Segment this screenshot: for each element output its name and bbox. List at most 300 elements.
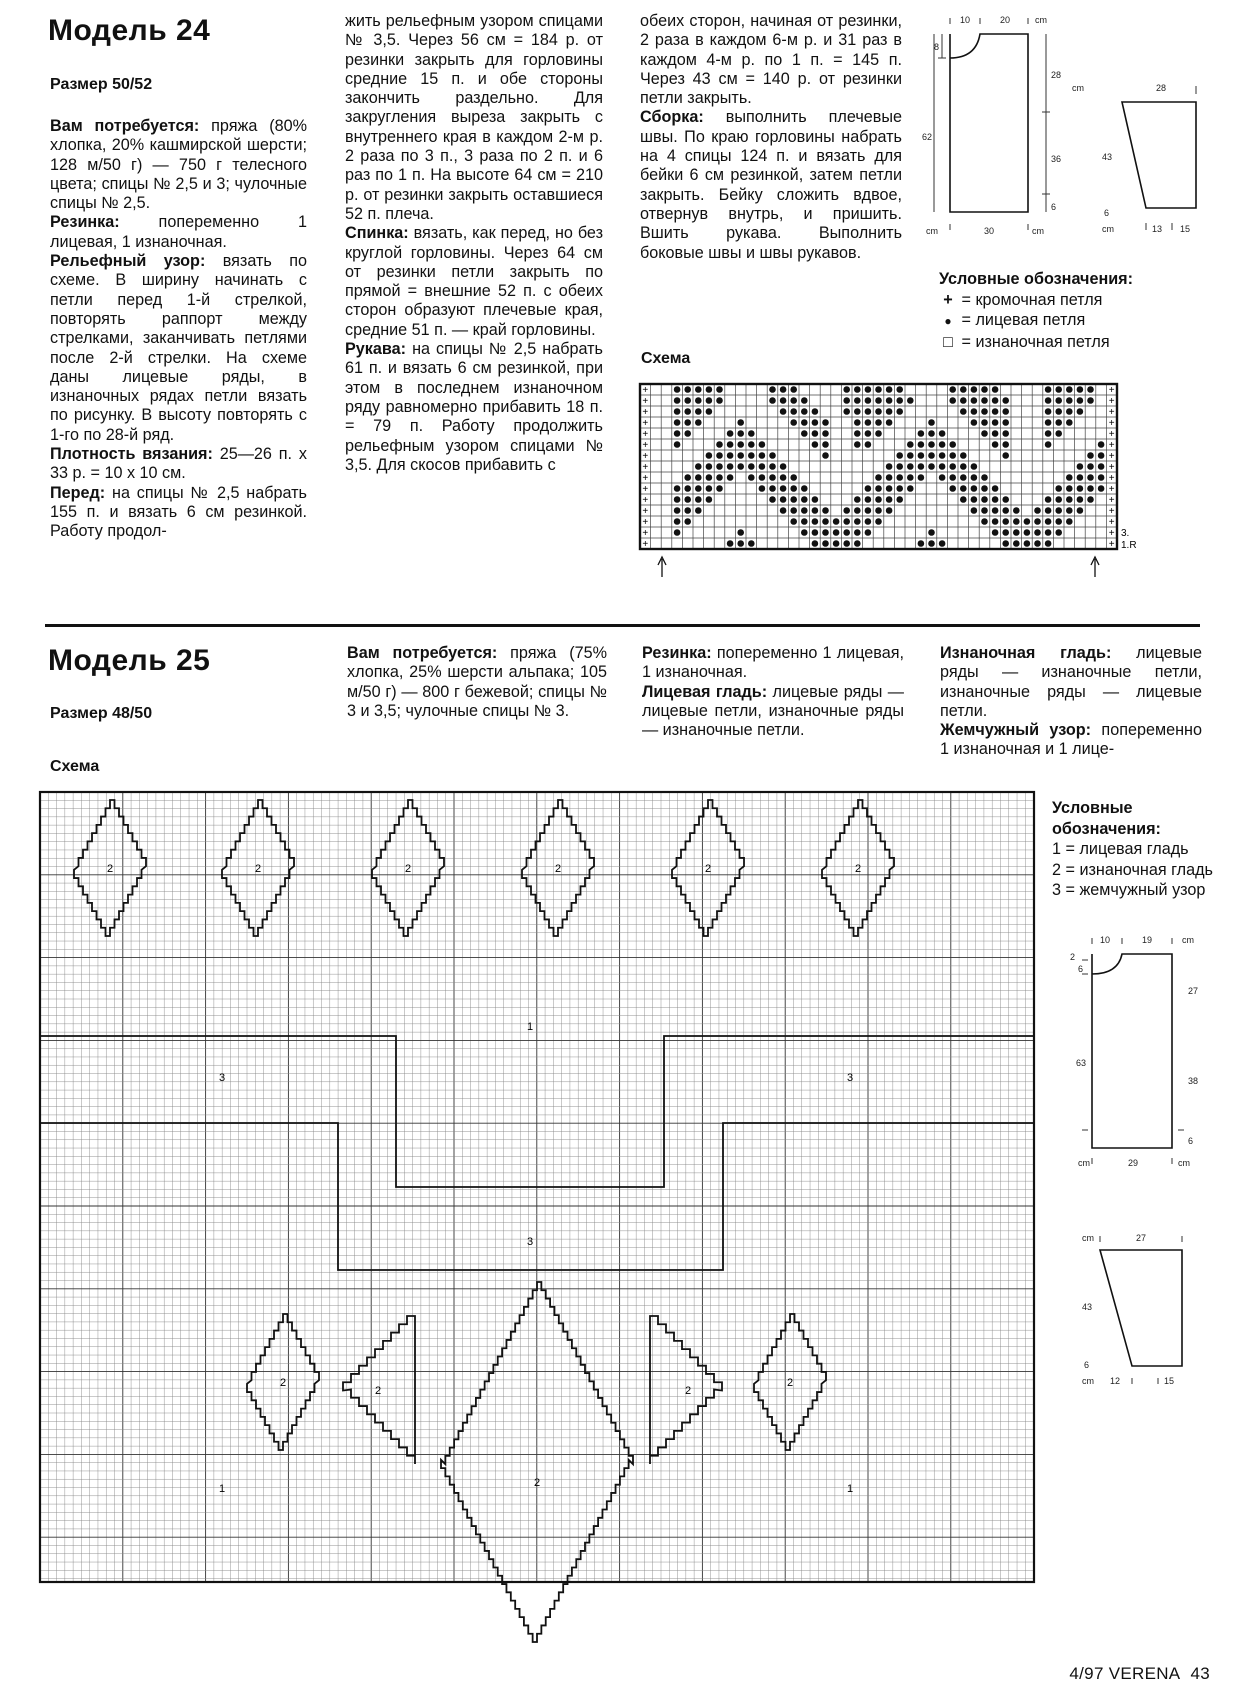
paragraph xyxy=(940,644,1202,721)
edge-stitch-mark: + xyxy=(1108,528,1115,539)
knit-stitch-dot xyxy=(812,419,819,426)
legend-item: 1 = лицевая гладь xyxy=(1052,840,1189,858)
knit-stitch-dot xyxy=(971,463,978,470)
knit-stitch-dot xyxy=(790,518,797,525)
dim-width: 30 xyxy=(984,226,995,236)
knit-stitch-dot xyxy=(971,507,978,514)
knit-stitch-dot xyxy=(769,463,776,470)
knit-stitch-dot xyxy=(865,496,872,503)
knit-stitch-dot xyxy=(822,419,829,426)
knit-stitch-dot xyxy=(716,474,723,481)
knit-stitch-dot xyxy=(1045,540,1052,547)
knit-stitch-dot xyxy=(790,386,797,393)
sleeve-bottom-a: 13 xyxy=(1152,224,1163,234)
zone-label: 2 xyxy=(554,863,562,875)
paragraph-text: пряжа (75% хлопка, 25% шерсти альпака; 105 м/50 г) — 800 г бежевой; спицы № 3 и 3,5; чулочные спицы № 3. xyxy=(347,644,607,720)
knit-stitch-dot xyxy=(992,419,999,426)
knit-stitch-dot xyxy=(812,408,819,415)
paragraph-text: попеременно 1 лицевая, 1 изнаночная. xyxy=(642,644,904,682)
knit-stitch-dot xyxy=(992,430,999,437)
edge-stitch-mark: + xyxy=(642,462,649,473)
knit-stitch-dot xyxy=(1045,419,1052,426)
model25-size: Размер 48/50 xyxy=(50,705,153,722)
row-label: 3. xyxy=(1121,528,1130,539)
paragraph xyxy=(940,721,1202,760)
knit-stitch-dot xyxy=(1055,386,1062,393)
legend-symbol: ● xyxy=(944,314,952,328)
knit-stitch-dot xyxy=(865,485,872,492)
knit-stitch-dot xyxy=(928,540,935,547)
knit-stitch-dot xyxy=(1002,518,1009,525)
knit-stitch-dot xyxy=(801,496,808,503)
knit-stitch-dot xyxy=(1066,496,1073,503)
edge-stitch-mark: + xyxy=(642,396,649,407)
legend-item xyxy=(939,310,1199,332)
knit-stitch-dot xyxy=(1077,507,1084,514)
knit-stitch-dot xyxy=(716,441,723,448)
knit-stitch-dot xyxy=(865,518,872,525)
knit-stitch-dot xyxy=(737,540,744,547)
legend-item: 2 = изнаночная гладь xyxy=(1052,860,1213,879)
knit-stitch-dot xyxy=(1034,507,1041,514)
legend-title: Условные обозначения: xyxy=(939,270,1134,288)
knit-stitch-dot xyxy=(886,419,893,426)
knit-stitch-dot xyxy=(822,529,829,536)
knit-stitch-dot xyxy=(727,474,734,481)
knit-stitch-dot xyxy=(695,408,702,415)
dim-lower: 38 xyxy=(1188,1076,1199,1086)
knit-stitch-dot xyxy=(727,430,734,437)
paragraph-text: на спицы № 2,5 набрать 61 п. и вязать 6 см резинкой, при этом в последнем изнаночном ряду равномерно прибавить 18 п. = 79 п. Работу продолжить рельефным узором спицами № 3,5. Для скосов прибавить с xyxy=(345,340,603,474)
knit-stitch-dot xyxy=(875,496,882,503)
knit-stitch-dot xyxy=(886,485,893,492)
knit-stitch-dot xyxy=(907,441,914,448)
edge-stitch-mark: + xyxy=(1108,451,1115,462)
knit-stitch-dot xyxy=(1087,463,1094,470)
knit-stitch-dot xyxy=(1034,518,1041,525)
dim-rib: 6 xyxy=(1051,202,1057,212)
knit-stitch-dot xyxy=(1087,496,1094,503)
knit-stitch-dot xyxy=(971,485,978,492)
zone-label: 1 xyxy=(526,1021,534,1033)
knit-stitch-dot xyxy=(1045,386,1052,393)
legend-symbol: □ xyxy=(943,332,953,351)
edge-stitch-mark: + xyxy=(1108,506,1115,517)
knit-stitch-dot xyxy=(674,430,681,437)
paragraph-label: Резинка: xyxy=(50,213,120,232)
knit-stitch-dot xyxy=(1087,386,1094,393)
sleeve-height: 43 xyxy=(1102,152,1113,162)
knit-stitch-dot xyxy=(684,419,691,426)
knit-stitch-dot xyxy=(949,397,956,404)
legend-title: Условные обозначения: xyxy=(1052,799,1161,838)
knit-stitch-dot xyxy=(992,496,999,503)
model24-size: Размер 50/52 xyxy=(50,76,153,93)
dim-total: 62 xyxy=(922,132,933,142)
knit-stitch-dot xyxy=(674,485,681,492)
knit-stitch-dot xyxy=(992,408,999,415)
knit-stitch-dot xyxy=(706,474,713,481)
knit-stitch-dot xyxy=(737,430,744,437)
knit-stitch-dot xyxy=(854,441,861,448)
knit-stitch-dot xyxy=(854,386,861,393)
sleeve-top: 27 xyxy=(1136,1233,1147,1243)
knit-stitch-dot xyxy=(790,485,797,492)
knit-stitch-dot xyxy=(1024,540,1031,547)
dim-unit-bottom-r: cm xyxy=(1032,226,1044,236)
paragraph-text: попеременно 1 изнаночная и 1 лице- xyxy=(940,721,1202,759)
knit-stitch-dot xyxy=(684,474,691,481)
knit-stitch-dot xyxy=(1002,540,1009,547)
knit-stitch-dot xyxy=(822,507,829,514)
edge-stitch-mark: + xyxy=(642,473,649,484)
dim-neck-drop: 8 xyxy=(934,42,940,52)
knit-stitch-dot xyxy=(843,507,850,514)
paragraph-text: пряжа (80% хлопка, 20% кашмирской шерсти; 128 м/50 г) — 750 г телесного цвета; спицы № 2,5 и 3; чулочные спицы № 2,5. xyxy=(50,117,307,213)
knit-stitch-dot xyxy=(780,386,787,393)
model24-schema-label: Схема xyxy=(641,350,691,367)
knit-stitch-dot xyxy=(801,507,808,514)
knit-stitch-dot xyxy=(1002,408,1009,415)
dim-unit-bottom: cm xyxy=(926,226,938,236)
paragraph xyxy=(50,484,307,542)
knit-stitch-dot xyxy=(1034,529,1041,536)
knit-stitch-dot xyxy=(886,397,893,404)
edge-stitch-mark: + xyxy=(1108,462,1115,473)
zone-label: 2 xyxy=(374,1385,382,1397)
knit-stitch-dot xyxy=(801,430,808,437)
paragraph xyxy=(642,683,904,741)
knit-stitch-dot xyxy=(695,474,702,481)
knit-stitch-dot xyxy=(801,419,808,426)
paragraph-label: Вам потребуется: xyxy=(347,644,498,662)
knit-stitch-dot xyxy=(674,386,681,393)
knit-stitch-dot xyxy=(875,419,882,426)
knit-stitch-dot xyxy=(981,496,988,503)
model24-sleeve-diagram xyxy=(1068,78,1208,243)
paragraph-text: выполнить плечевые швы. По краю горловины набрать на 4 спицы 124 п. и вязать для бейки 6 см резинкой, затем петли закрыть. Бейку сложить вдвое, отвернув внутрь, и пришить. Вшить рукава. Выполнить боковые швы и швы рукавов. xyxy=(640,108,902,262)
knit-stitch-dot xyxy=(907,397,914,404)
knit-stitch-dot xyxy=(960,485,967,492)
knit-stitch-dot xyxy=(727,540,734,547)
paragraph xyxy=(642,644,904,683)
knit-stitch-dot xyxy=(674,441,681,448)
knit-stitch-dot xyxy=(928,463,935,470)
zone-label: 2 xyxy=(533,1477,541,1489)
knit-stitch-dot xyxy=(971,397,978,404)
knit-stitch-dot xyxy=(716,397,723,404)
model24-legend xyxy=(939,269,1199,352)
knit-stitch-dot xyxy=(1066,507,1073,514)
knit-stitch-dot xyxy=(769,452,776,459)
knit-stitch-dot xyxy=(822,518,829,525)
edge-stitch-mark: + xyxy=(642,528,649,539)
dim-neck-drop-a: 2 xyxy=(1070,952,1076,962)
legend-item xyxy=(939,290,1199,311)
knit-stitch-dot xyxy=(674,529,681,536)
sleeve-height: 43 xyxy=(1082,1302,1093,1312)
knit-stitch-dot xyxy=(971,474,978,481)
chart24-dots xyxy=(674,386,1105,547)
knit-stitch-dot xyxy=(896,408,903,415)
knit-stitch-dot xyxy=(939,463,946,470)
sleeve-unit-b: cm xyxy=(1102,224,1114,234)
knit-stitch-dot xyxy=(854,397,861,404)
knit-stitch-dot xyxy=(1077,485,1084,492)
knit-stitch-dot xyxy=(822,430,829,437)
knit-stitch-dot xyxy=(706,452,713,459)
knit-stitch-dot xyxy=(716,485,723,492)
paragraph xyxy=(50,117,307,213)
knit-stitch-dot xyxy=(918,463,925,470)
edge-stitch-mark: + xyxy=(1108,385,1115,396)
knit-stitch-dot xyxy=(695,397,702,404)
knit-stitch-dot xyxy=(886,507,893,514)
edge-stitch-mark: + xyxy=(1108,440,1115,451)
knit-stitch-dot xyxy=(727,452,734,459)
knit-stitch-dot xyxy=(992,518,999,525)
knit-stitch-dot xyxy=(759,441,766,448)
knit-stitch-dot xyxy=(1002,397,1009,404)
zone-label: 3 xyxy=(218,1072,226,1084)
paragraph-text: 25—26 п. х 33 р. = 10 х 10 см. xyxy=(50,445,307,483)
knit-stitch-dot xyxy=(865,397,872,404)
knit-stitch-dot xyxy=(949,441,956,448)
knit-stitch-dot xyxy=(684,518,691,525)
knit-stitch-dot xyxy=(939,430,946,437)
knit-stitch-dot xyxy=(737,452,744,459)
paragraph xyxy=(345,340,603,475)
knit-stitch-dot xyxy=(1087,397,1094,404)
footer-issue: 4/97 VERENA xyxy=(1069,1664,1181,1683)
knit-stitch-dot xyxy=(1045,408,1052,415)
knit-stitch-dot xyxy=(695,386,702,393)
knit-stitch-dot xyxy=(971,386,978,393)
knit-stitch-dot xyxy=(812,496,819,503)
knit-stitch-dot xyxy=(992,441,999,448)
knit-stitch-dot xyxy=(1055,485,1062,492)
knit-stitch-dot xyxy=(992,507,999,514)
model25-sleeve-diagram xyxy=(1072,1228,1202,1388)
knit-stitch-dot xyxy=(907,463,914,470)
knit-stitch-dot xyxy=(1013,529,1020,536)
knit-stitch-dot xyxy=(801,529,808,536)
paragraph-label: Вам потребуется: xyxy=(50,117,200,135)
knit-stitch-dot xyxy=(875,408,882,415)
knit-stitch-dot xyxy=(865,430,872,437)
paragraph-text: вязать по схеме. В ширину начинать с петли перед 1-й стрелкой, повторять раппорт между стрелками, заканчивать петлями после 2-й стрелки. На схеме даны лицевые ряды, в изнаночных рядах петли вязать по рисунку. В высоту повторять с 1-го по 28-й ряд. xyxy=(50,252,307,444)
sleeve-unit-b: cm xyxy=(1082,1376,1094,1386)
knit-stitch-dot xyxy=(960,463,967,470)
knit-stitch-dot xyxy=(674,496,681,503)
knit-stitch-dot xyxy=(790,419,797,426)
knit-stitch-dot xyxy=(1045,507,1052,514)
knit-stitch-dot xyxy=(674,408,681,415)
knit-stitch-dot xyxy=(918,474,925,481)
knit-stitch-dot xyxy=(865,529,872,536)
knit-stitch-dot xyxy=(1045,397,1052,404)
knit-stitch-dot xyxy=(748,441,755,448)
knit-stitch-dot xyxy=(1098,485,1105,492)
knit-stitch-dot xyxy=(992,386,999,393)
paragraph-label: Жемчужный узор: xyxy=(940,721,1092,740)
knit-stitch-dot xyxy=(674,507,681,514)
knit-stitch-dot xyxy=(1013,540,1020,547)
knit-stitch-dot xyxy=(706,397,713,404)
dim-unit: cm xyxy=(1182,935,1194,945)
edge-stitch-mark: + xyxy=(642,407,649,418)
knit-stitch-dot xyxy=(886,386,893,393)
paragraph-label: Спинка: xyxy=(345,224,409,243)
knit-stitch-dot xyxy=(748,452,755,459)
edge-stitch-mark: + xyxy=(1108,473,1115,484)
knit-stitch-dot xyxy=(1087,474,1094,481)
knit-stitch-dot xyxy=(971,419,978,426)
knit-stitch-dot xyxy=(939,441,946,448)
knit-stitch-dot xyxy=(896,485,903,492)
knit-stitch-dot xyxy=(780,397,787,404)
edge-stitch-mark: + xyxy=(1108,495,1115,506)
knit-stitch-dot xyxy=(896,397,903,404)
paragraph-text: обеих сторон, начиная от резинки, 2 раза в каждом 6-м р. и 31 раз в каждом 4-м р. по 1 п. = 145 п. Через 43 см = 140 р. от резинки петли закрыть. xyxy=(640,12,902,108)
knit-stitch-dot xyxy=(812,518,819,525)
knit-stitch-dot xyxy=(992,397,999,404)
dim-top-shoulder: 20 xyxy=(1000,15,1011,25)
knit-stitch-dot xyxy=(896,474,903,481)
knit-stitch-dot xyxy=(843,529,850,536)
knit-stitch-dot xyxy=(1002,441,1009,448)
knit-stitch-dot xyxy=(1024,529,1031,536)
knit-stitch-dot xyxy=(706,485,713,492)
knit-stitch-dot xyxy=(684,397,691,404)
knit-stitch-dot xyxy=(801,518,808,525)
knit-stitch-dot xyxy=(1055,529,1062,536)
zone-label: 3 xyxy=(526,1236,534,1248)
knit-stitch-dot xyxy=(812,529,819,536)
knit-stitch-dot xyxy=(1077,463,1084,470)
edge-stitch-mark: + xyxy=(1108,539,1115,550)
knit-stitch-dot xyxy=(949,463,956,470)
knit-stitch-dot xyxy=(695,485,702,492)
knit-stitch-dot xyxy=(928,430,935,437)
knit-stitch-dot xyxy=(1077,386,1084,393)
knit-stitch-dot xyxy=(981,408,988,415)
knit-stitch-dot xyxy=(875,474,882,481)
purl-large-diamond-motif xyxy=(441,1282,633,1642)
knit-stitch-dot xyxy=(1034,540,1041,547)
paragraph-text: жить рельефным узором спицами № 3,5. Через 56 см = 184 р. от резинки закрыть для горловины средние 15 п. и обе стороны закончить раздельно. Для закругления выреза закрыть с внутреннего края в каждом 2-м р. 2 раза по 3 п., 3 раза по 2 п. и 6 раз по 1 п. На высоте 64 см = 210 р. от резинки закрыть оставшиеся 52 п. плеча. xyxy=(345,12,603,223)
repeat-right-arrow-icon xyxy=(1091,557,1099,577)
zone-label: 2 xyxy=(404,863,412,875)
knit-stitch-dot xyxy=(939,474,946,481)
knit-stitch-dot xyxy=(1077,474,1084,481)
knit-stitch-dot xyxy=(854,540,861,547)
zone-label: 2 xyxy=(254,863,262,875)
dim-upper: 28 xyxy=(1051,70,1062,80)
knit-stitch-dot xyxy=(939,452,946,459)
knit-stitch-dot xyxy=(1002,452,1009,459)
knit-stitch-dot xyxy=(865,441,872,448)
sleeve-top: 28 xyxy=(1156,83,1167,93)
knit-stitch-dot xyxy=(833,529,840,536)
knit-stitch-dot xyxy=(865,386,872,393)
model25-col1 xyxy=(347,644,607,721)
dim-unit-br: cm xyxy=(1178,1158,1190,1168)
knit-stitch-dot xyxy=(1002,430,1009,437)
paragraph-label: Лицевая гладь: xyxy=(642,682,768,701)
model24-title: Модель 24 xyxy=(48,14,211,47)
knit-stitch-dot xyxy=(801,485,808,492)
knit-stitch-dot xyxy=(737,419,744,426)
knit-stitch-dot xyxy=(769,485,776,492)
knit-stitch-dot xyxy=(833,518,840,525)
knit-stitch-dot xyxy=(960,474,967,481)
knit-stitch-dot xyxy=(918,430,925,437)
edge-stitch-mark: + xyxy=(1108,396,1115,407)
legend-text: = изнаночная петля xyxy=(961,332,1110,351)
knit-stitch-dot xyxy=(790,507,797,514)
knit-stitch-dot xyxy=(716,386,723,393)
knit-stitch-dot xyxy=(875,518,882,525)
knit-stitch-dot xyxy=(1098,463,1105,470)
knit-stitch-dot xyxy=(886,474,893,481)
zone-label: 2 xyxy=(279,1377,287,1389)
knit-stitch-dot xyxy=(992,485,999,492)
knit-stitch-dot xyxy=(748,540,755,547)
zone-label: 3 xyxy=(846,1072,854,1084)
knit-stitch-dot xyxy=(949,452,956,459)
knit-stitch-dot xyxy=(684,496,691,503)
knit-stitch-dot xyxy=(812,540,819,547)
knit-stitch-dot xyxy=(780,496,787,503)
knit-stitch-dot xyxy=(695,496,702,503)
knit-stitch-dot xyxy=(812,441,819,448)
knit-stitch-dot xyxy=(854,529,861,536)
knit-stitch-dot xyxy=(928,441,935,448)
knit-stitch-dot xyxy=(1087,452,1094,459)
knit-stitch-dot xyxy=(843,518,850,525)
sleeve-unit: cm xyxy=(1072,83,1084,93)
edge-stitch-mark: + xyxy=(642,495,649,506)
knit-stitch-dot xyxy=(886,463,893,470)
edge-stitch-mark: + xyxy=(1108,418,1115,429)
knit-stitch-dot xyxy=(1002,419,1009,426)
knit-stitch-dot xyxy=(790,474,797,481)
knit-stitch-dot xyxy=(1077,397,1084,404)
dim-lower: 36 xyxy=(1051,154,1062,164)
knit-stitch-dot xyxy=(907,485,914,492)
paragraph-text: лицевые ряды — изнаночные петли, изнаночные ряды — лицевые петли. xyxy=(940,644,1202,720)
knit-stitch-dot xyxy=(759,452,766,459)
knit-stitch-dot xyxy=(706,408,713,415)
dim-top-neck: 10 xyxy=(960,15,971,25)
knit-stitch-dot xyxy=(684,386,691,393)
knit-stitch-dot xyxy=(1055,408,1062,415)
knit-stitch-dot xyxy=(949,485,956,492)
model25-col3 xyxy=(940,644,1202,760)
knit-stitch-dot xyxy=(918,441,925,448)
dim-width: 29 xyxy=(1128,1158,1139,1168)
knit-stitch-dot xyxy=(748,463,755,470)
knit-stitch-dot xyxy=(1055,419,1062,426)
knit-stitch-dot xyxy=(1002,529,1009,536)
knit-stitch-dot xyxy=(1045,441,1052,448)
knit-stitch-dot xyxy=(1055,397,1062,404)
knit-stitch-dot xyxy=(1055,518,1062,525)
paragraph-text: вязать, как перед, но без круглой горловины. Через 64 см от резинки петли закрыть по прямой = внешние 52 п. с обеих сторон образуют плечевые края, средние 51 п. — край горловины. xyxy=(345,224,603,339)
dim-neck-drop-b: 6 xyxy=(1078,964,1084,974)
dim-top-neck: 10 xyxy=(1100,935,1111,945)
